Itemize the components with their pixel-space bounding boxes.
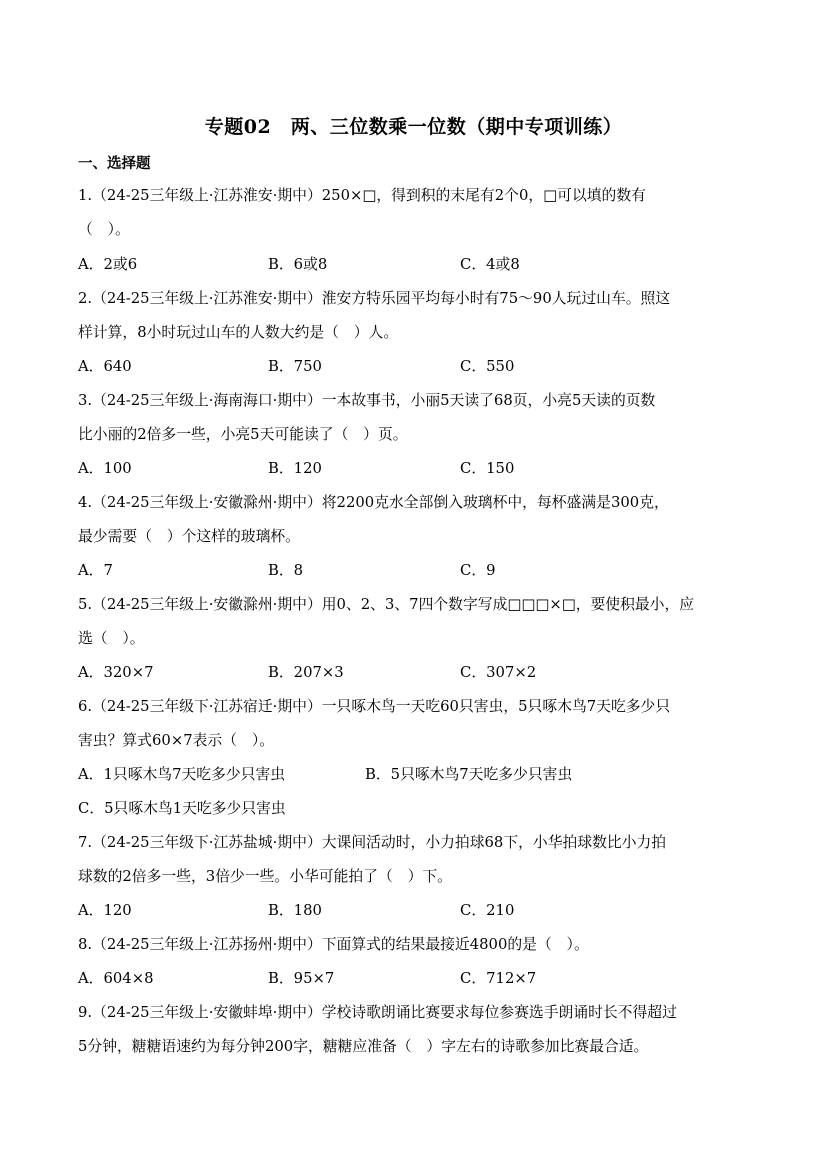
question-9-line-1: 9.（24-25三年级上·安徽蚌埠·期中）学校诗歌朗诵比赛要求每位参赛选手朗诵时长不得超过: [78, 1004, 677, 1021]
question-1-line-1: 1.（24-25三年级上·江苏淮安·期中）250×□，得到积的末尾有2个0，□可以填的数有: [78, 187, 646, 204]
question-9-line-2: 5分钟，糖糖语速约为每分钟200字，糖糖应准备（ ）字左右的诗歌参加比赛最合适。: [78, 1038, 649, 1055]
question-5-line-1: 5.（24-25三年级上·安徽滁州·期中）用0、2、3、7四个数字写成□□□×□，要使积最小，应: [78, 596, 695, 613]
question-3-option-a: A．100: [78, 460, 132, 477]
question-6-option-a: A．1只啄木鸟7天吃多少只害虫: [78, 766, 286, 783]
question-1-option-b: B．6或8: [268, 256, 328, 273]
question-4-option-b: B．8: [268, 562, 304, 579]
question-2-line-1: 2.（24-25三年级上·江苏淮安·期中）淮安方特乐园平均每小时有75～90人玩过山车。照这: [78, 290, 671, 307]
question-2-option-b: B．750: [268, 358, 322, 375]
question-2-option-c: C．550: [460, 358, 515, 375]
question-6-line-2: 害虫？算式60×7表示（ ）。: [78, 732, 275, 749]
question-7-line-1: 7.（24-25三年级下·江苏盐城·期中）大课间活动时，小力拍球68下，小华拍球数比小力拍: [78, 834, 667, 851]
question-1-option-a: A．2或6: [78, 256, 138, 273]
question-8-line-1: 8.（24-25三年级上·江苏扬州·期中）下面算式的结果最接近4800的是（ ）。: [78, 936, 589, 953]
question-3-line-1: 3.（24-25三年级上·海南海口·期中）一本故事书，小丽5天读了68页，小亮5天读的页数: [78, 392, 656, 409]
question-7-option-b: B．180: [268, 902, 322, 919]
question-3-option-b: B．120: [268, 460, 322, 477]
question-2-option-a: A．640: [78, 358, 132, 375]
question-3-option-c: C．150: [460, 460, 515, 477]
question-5-option-c: C．307×2: [460, 664, 537, 681]
question-2-line-2: 样计算，8小时玩过山车的人数大约是（ ）人。: [78, 324, 399, 341]
question-5-line-2: 选（ ）。: [78, 630, 145, 647]
question-7-line-2: 球数的2倍多一些，3倍少一些。小华可能拍了（ ）下。: [78, 868, 452, 885]
question-4-option-c: C．9: [460, 562, 496, 579]
question-5-option-a: A．320×7: [78, 664, 154, 681]
question-6-line-1: 6.（24-25三年级下·江苏宿迁·期中）一只啄木鸟一天吃60只害虫，5只啄木鸟7天吃多少只: [78, 698, 671, 715]
question-8-option-b: B．95×7: [268, 970, 335, 987]
question-8-option-c: C．712×7: [460, 970, 537, 987]
question-4-option-a: A．7: [78, 562, 113, 579]
question-4-line-2: 最少需要（ ）个这样的玻璃杯。: [78, 528, 300, 545]
question-6-option-b: B．5只啄木鸟7天吃多少只害虫: [365, 766, 573, 783]
question-7-option-c: C．210: [460, 902, 515, 919]
section-heading: 一、选择题: [78, 155, 151, 172]
page-title: 专题02 两、三位数乘一位数（期中专项训练）: [204, 116, 623, 138]
question-8-option-a: A．604×8: [78, 970, 154, 987]
question-3-line-2: 比小丽的2倍多一些，小亮5天可能读了（ ）页。: [78, 426, 408, 443]
question-1-line-2: （ ）。: [78, 221, 130, 238]
question-1-option-c: C．4或8: [460, 256, 520, 273]
question-5-option-b: B．207×3: [268, 664, 344, 681]
question-4-line-1: 4.（24-25三年级上·安徽滁州·期中）将2200克水全部倒入玻璃杯中，每杯盛满是300克，: [78, 494, 669, 511]
question-7-option-a: A．120: [78, 902, 132, 919]
question-6-option-c: C．5只啄木鸟1天吃多少只害虫: [78, 800, 286, 817]
